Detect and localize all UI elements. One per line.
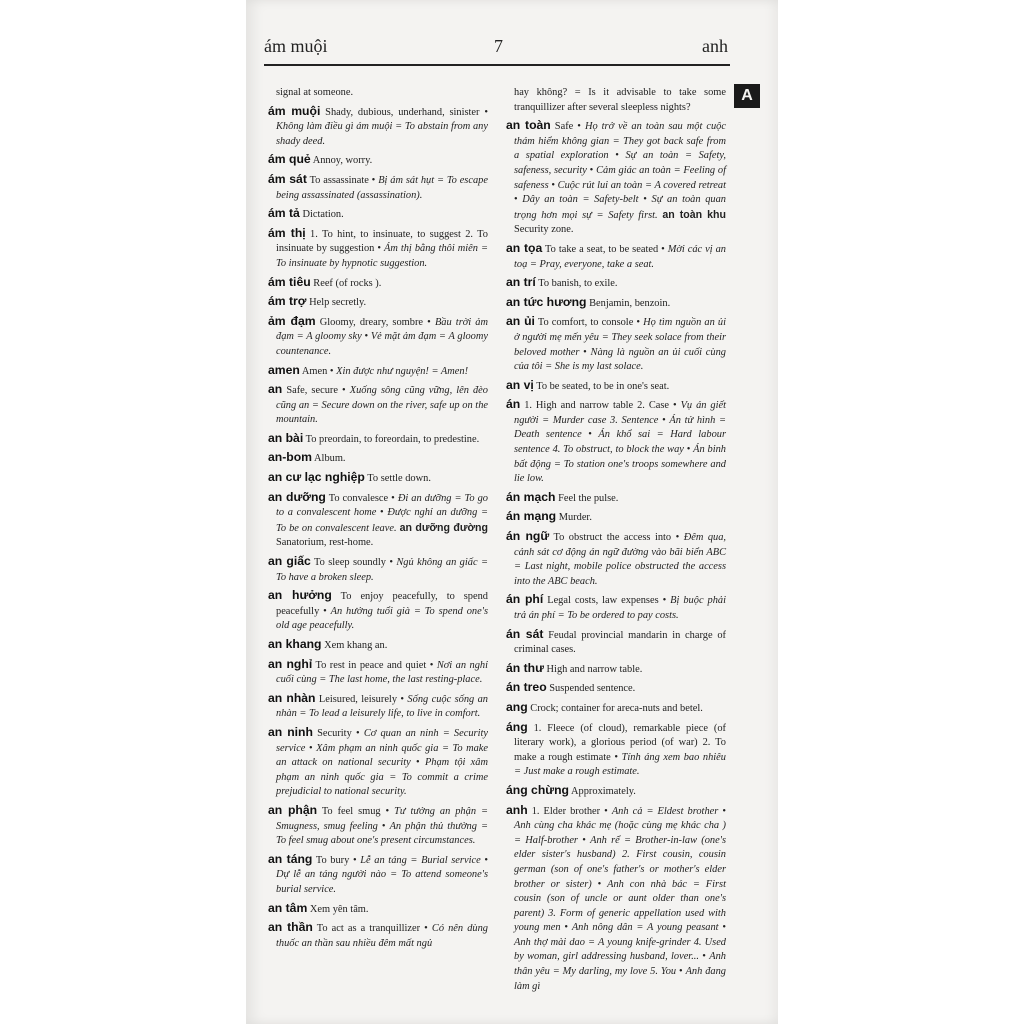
definition: Dictation. [302, 209, 344, 221]
dictionary-entry [268, 86, 488, 101]
definition: To enjoy peacefully, to spend peacefully • An hưởng tuổi già = To spend one's old age peacefully. [276, 591, 488, 632]
definition: To feel smug • Tư tưởng an phận = Smugness, smug feeling • An phận thủ thường = To feel smug about one's present circumstances. [276, 805, 488, 847]
headword: amen [268, 362, 300, 377]
sub-headword: an toàn khu [662, 208, 726, 221]
dictionary-entry [506, 86, 726, 115]
dictionary-entry [268, 490, 488, 551]
definition: Approximately. [571, 785, 636, 797]
letter-tab: A [734, 84, 760, 108]
header-last-word: anh [702, 36, 728, 56]
dictionary-entry [268, 554, 488, 585]
definition: Benjamin, benzoin. [589, 297, 671, 309]
headword: ám tả [268, 206, 300, 221]
headword: an tâm [268, 900, 308, 915]
definition: To convalesce • Đi an dưỡng = To go to a convalescent home • Được nghỉ an dưỡng = To be on convalescent leave. [276, 492, 488, 534]
left-column [268, 86, 488, 954]
definition: Crock; container for areca-nuts and betel. [530, 702, 703, 714]
definition: To settle down. [367, 473, 431, 485]
dictionary-entry [268, 657, 488, 688]
headword: an trí [506, 275, 536, 290]
dictionary-entry [268, 691, 488, 722]
dictionary-entry [268, 152, 488, 169]
dictionary-entry [506, 680, 726, 697]
dictionary-entry [268, 920, 488, 951]
dictionary-entry [268, 725, 488, 800]
definition: Security • Cơ quan an ninh = Security service • Xâm phạm an ninh quốc gia = To make an attack on national security • Phạm tội xâm phạm an ninh quốc gia = To commit a crime prejudicial to national security. [276, 727, 488, 798]
page-number: 7 [494, 36, 503, 56]
headword: ám tiêu [268, 274, 311, 289]
definition: Suspended sentence. [549, 683, 636, 695]
definition: Feudal provincial mandarin in charge of criminal cases. [514, 629, 726, 656]
headword: an thần [268, 920, 313, 935]
dictionary-entry [506, 241, 726, 272]
headword: án treo [506, 680, 547, 695]
definition: Safe, secure • Xuống sông cũng vững, lên đèo cũng an = Secure down on the river, safe up on the mountain. [276, 385, 488, 426]
definition: 1. Elder brother • Anh cả = Eldest brother • Anh cùng cha khác mẹ (hoặc cùng mẹ khác cha ) = Half-brother • Anh rể = Brother-in-law (one's elder sister's husband) 2. First cousin, cousin german (son of one's father's or mother's elder brother or sister) • Anh con nhà bác = First cousin (son of uncle or aunt older than one's parent) 3. Form of generic appellation used with young men • Anh nông dân = A young peasant • Anh thợ mài dao = A young knife-grinder 4. Used by woman, girl addressing husband, lover... • Anh thân yêu = My darling, my love 5. You • Anh đang làm gì [514, 805, 726, 992]
dictionary-entry [268, 431, 488, 448]
definition: Album. [314, 453, 346, 465]
headword: an-bom [268, 450, 313, 465]
headword: áng [506, 719, 528, 734]
headword: an giấc [268, 554, 311, 569]
headword: an ninh [268, 724, 313, 739]
definition: Murder. [558, 512, 592, 524]
definition: To act as a tranquillizer • Có nên dùng thuốc an thần sau nhiều đêm mất ngủ [276, 923, 488, 949]
headword: ảm đạm [268, 313, 316, 328]
headword: an phận [268, 802, 318, 817]
dictionary-entry [506, 397, 726, 487]
definition: To be seated, to be in one's seat. [536, 380, 670, 392]
header-rule [264, 64, 730, 66]
headword: an nghỉ [268, 656, 313, 671]
dictionary-entry [506, 118, 726, 238]
headword: anh [506, 802, 528, 817]
definition: Help secretly. [309, 297, 367, 309]
definition: 1. High and narrow table 2. Case • Vụ án giết người = Murder case 3. Sentence • Án tử hình = Death sentence • Án khổ sai = Hard labour sentence 4. To obstruct, to block the way • Án binh bất động = To station one's troops somewhere and lie low. [514, 400, 726, 485]
headword: an bài [268, 430, 304, 445]
headword: án thư [506, 660, 544, 675]
dictionary-entry [268, 226, 488, 272]
headword: ám thị [268, 225, 306, 240]
dictionary-entry [506, 720, 726, 780]
dictionary-entry [268, 450, 488, 467]
dictionary-entry [268, 363, 488, 380]
dictionary-entry [268, 172, 488, 203]
dictionary-entry [506, 295, 726, 312]
headword: ám trợ [268, 294, 307, 309]
definition: Legal costs, law expenses • Bị buộc phải trả án phí = To be ordered to pay costs. [514, 595, 726, 621]
headword: ám quẻ [268, 152, 311, 167]
definition: 1. To hint, to insinuate, to suggest 2. To insinuate by suggestion • Ám thị bằng thôi miên = To insinuate by hypnotic suggestion. [276, 228, 488, 269]
definition: Annoy, worry. [312, 155, 373, 167]
page-header [264, 36, 728, 62]
headword: an cư lạc nghiệp [268, 470, 365, 485]
dictionary-entry [268, 275, 488, 292]
headword: áng chừng [506, 782, 569, 797]
dictionary-entry [268, 382, 488, 428]
definition: signal at someone. [276, 87, 354, 98]
headword: an dưỡng [268, 489, 326, 504]
definition: To comfort, to console • Họ tìm nguồn an ủi ở người mẹ mến yêu = They seek solace from their beloved mother • Nàng là nguồn an ủi cuối cùng của tôi = She is my last solace. [514, 317, 726, 373]
dictionary-entry [268, 637, 488, 654]
definition: Shady, dubious, underhand, sinister • Không làm điều gì ám muội = To abstain from any shady deed. [276, 106, 488, 147]
headword: án ngữ [506, 529, 550, 544]
dictionary-entry [268, 294, 488, 311]
dictionary-entry [268, 588, 488, 634]
definition: To obstruct the access into • Đêm qua, cảnh sát cơ động án ngữ đường vào bãi biển ABC = Last night, mobile police obstructed the access into the ABC beach. [514, 532, 726, 587]
headword: án [506, 397, 521, 412]
headword: an tức hương [506, 294, 587, 309]
dictionary-entry [268, 104, 488, 150]
headword: án sát [506, 626, 544, 641]
headword: án phí [506, 592, 544, 607]
definition: Leisured, leisurely • Sống cuộc sống an nhàn = To lead a leisurely life, to live in comfort. [276, 693, 488, 720]
sub-definition: Security zone. [514, 224, 574, 236]
definition: 1. Fleece (of cloud), remarkable piece (of literary work), a glorious period (of war) 2. To make a rough estimate • Tính áng xem bao nhiêu = Just make a rough estimate. [514, 722, 726, 778]
definition: Reef (of rocks ). [313, 277, 382, 289]
headword: án mạng [506, 509, 557, 524]
definition: To banish, to exile. [538, 278, 618, 290]
definition: To assassinate • Bị ám sát hụt = To escape being assassinated (assassination). [276, 174, 488, 201]
sub-headword: an dưỡng đường [399, 521, 488, 534]
dictionary-entry [506, 627, 726, 658]
definition: Xem yên tâm. [309, 903, 369, 915]
dictionary-entry [268, 803, 488, 849]
definition: To preordain, to foreordain, to predestine. [305, 433, 480, 445]
definition: High and narrow table. [546, 663, 643, 675]
dictionary-entry [506, 314, 726, 374]
header-first-word: ám muội [264, 36, 328, 56]
dictionary-entry [506, 490, 726, 507]
dictionary-entry [506, 803, 726, 995]
headword: an vị [506, 377, 534, 392]
headword: an ủi [506, 314, 535, 329]
dictionary-entry [506, 661, 726, 678]
headword: án mạch [506, 489, 556, 504]
definition: To sleep soundly • Ngủ không an giấc = To have a broken sleep. [276, 557, 488, 583]
headword: an tọa [506, 240, 543, 255]
headword: an toàn [506, 118, 551, 133]
headword: ang [506, 699, 528, 714]
dictionary-entry [506, 529, 726, 589]
definition: Safe • Họ trở về an toàn sau một cuộc thám hiểm không gian = They got back safe from a spatial exploration • Sự an toàn = Safety, safeness, security • Cảm giác an toàn = Feeling of safeness • Cuộc rút lui an toàn = A covered retreat • Dây an toàn = Safety-belt • Sự an toàn quan trọng hơn mọi sự = Safety first. [514, 121, 726, 221]
dictionary-entry [268, 852, 488, 898]
dictionary-page [246, 0, 778, 1024]
headword: an hưởng [268, 588, 332, 603]
dictionary-entry [268, 470, 488, 487]
dictionary-entry [268, 206, 488, 223]
definition: Xem khang an. [324, 640, 388, 651]
definition: To rest in peace and quiet • Nơi an nghỉ cuối cùng = The last home, the last resting-place. [276, 659, 488, 686]
dictionary-entry [506, 592, 726, 623]
headword: an táng [268, 851, 313, 866]
right-column [506, 86, 726, 997]
dictionary-entry [506, 783, 726, 800]
dictionary-entry [506, 275, 726, 292]
dictionary-entry [506, 378, 726, 395]
dictionary-entry [506, 700, 726, 717]
headword: an [268, 382, 283, 397]
definition: Amen • Xin được như nguyện! = Amen! [301, 365, 469, 377]
definition: To bury • Lễ an táng = Burial service • Dự lễ an táng người nào = To attend someone's burial service. [276, 854, 488, 895]
dictionary-entry [268, 901, 488, 918]
sub-definition: Sanatorium, rest-home. [276, 537, 374, 549]
definition: Gloomy, dreary, sombre • Bầu trời ảm đạm = A gloomy sky • Vẻ mặt ảm đạm = A gloomy countenance. [276, 316, 488, 357]
headword: ám sát [268, 171, 307, 186]
headword: ám muội [268, 103, 321, 118]
definition: To take a seat, to be seated • Mời các vị an toạ = Pray, everyone, take a seat. [514, 243, 726, 270]
definition: Feel the pulse. [558, 492, 619, 504]
headword: an nhàn [268, 690, 316, 705]
dictionary-entry [268, 314, 488, 360]
dictionary-entry [506, 509, 726, 526]
definition: hay không? = Is it advisable to take some tranquillizer after several sleepless nights? [514, 87, 726, 113]
headword: an khang [268, 637, 322, 651]
